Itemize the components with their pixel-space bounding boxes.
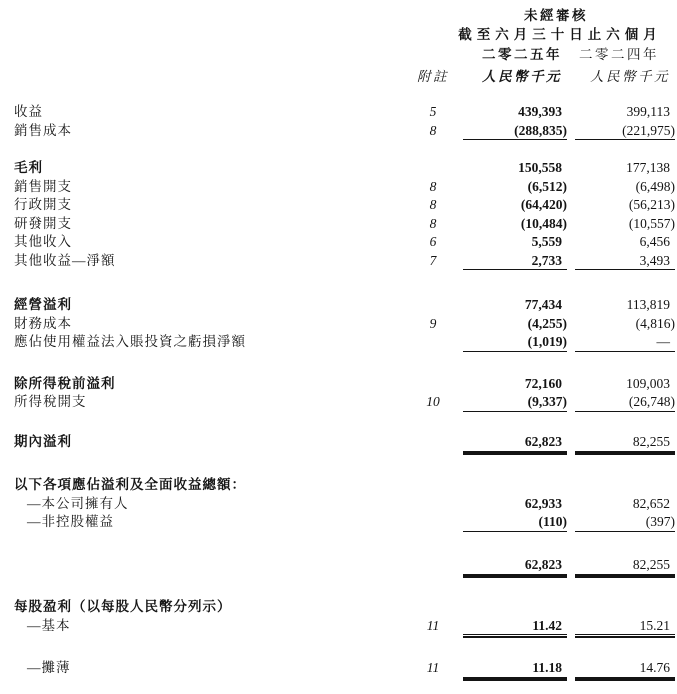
row-label: 收益 [14,104,43,119]
row-note [403,495,463,514]
row-label: 銷售成本 [14,122,72,138]
row-value-2025: 62,823 [463,433,567,452]
table-row-attributable-total [0,556,677,575]
row-note: 8 [429,122,437,138]
row-label: 每股盈利（以每股人民幣分列示） [14,599,232,614]
spacer [0,635,677,659]
table-row-other-gains-net [0,252,677,271]
row-value-2024: 3,493 [575,252,675,271]
row-value-2024: — [575,333,675,352]
row-value-2025: 11.18 [463,659,567,678]
row-label: 除所得稅前溢利 [14,375,116,391]
header-row-period [0,25,677,44]
row-label: 研發開支 [14,215,72,231]
row-value-2024: 6,456 [639,234,670,249]
row-label: 應佔使用權益法入賬投資之虧損淨額 [14,334,246,349]
spacer [0,452,677,477]
row-note: 10 [426,394,440,409]
year-2025-label: 二零二五年 [482,47,562,62]
row-value-2025: (6,512) [527,178,567,194]
row-value-2024: 14.76 [575,659,675,678]
row-value-2024: 109,003 [626,375,670,391]
row-value-2025: 77,434 [524,297,562,312]
row-value-2025: (288,835) [463,122,567,141]
row-value-2024: 82,652 [632,495,670,511]
row-value-2024: (56,213) [628,197,675,212]
row-note [403,598,463,617]
row-note [403,333,463,352]
header-spacer [0,44,403,66]
row-label: 期內溢利 [14,434,72,449]
spacer [0,352,677,375]
spacer [0,532,677,557]
header-row-unaudited [0,6,677,25]
row-note: 5 [429,104,437,119]
row-label: —本公司擁有人 [27,495,129,511]
table-row-admin-expenses [0,196,677,215]
table-row-profit-for-period [0,433,677,452]
row-label: 以下各項應佔溢利及全面收益總額： [14,477,246,492]
row-label: 其他收益—淨額 [14,252,116,268]
row-value-2024: (10,557) [628,215,675,231]
spacer [0,88,677,103]
table-row-attributable-heading [0,476,677,495]
row-note: 11 [426,617,440,633]
table-row-gross-profit [0,159,677,178]
table-row-eps-diluted [0,659,677,678]
unaudited-label: 未經審核 [524,8,588,23]
row-value-2024: (397) [575,513,675,532]
row-note [403,513,463,532]
row-value-2025: 5,559 [531,234,562,249]
row-value-2024: 82,255 [575,556,675,575]
row-value-2024: 177,138 [626,160,670,175]
row-value-2025: 11.42 [463,617,567,636]
row-note: 8 [429,178,437,194]
row-note: 6 [429,234,437,249]
row-note [403,159,463,178]
period-label: 截至六月三十日止六個月 [458,27,662,42]
row-note: 8 [429,215,437,231]
row-value-2025: 62,823 [463,556,567,575]
row-value-2024 [575,598,675,617]
header-spacer [0,66,403,88]
row-value-2025: 2,733 [463,252,567,271]
table-row-share-of-loss-equity-investments [0,333,677,352]
row-label: —非控股權益 [27,514,114,529]
row-value-2024: 113,819 [626,297,670,312]
table-row-finance-costs [0,315,677,334]
row-label: 毛利 [14,160,43,175]
table-row-selling-expenses [0,178,677,197]
row-note: 7 [429,252,437,268]
row-label: —基本 [27,617,71,633]
row-value-2025: 439,393 [518,104,562,119]
row-value-2025 [463,476,567,495]
row-label: —攤薄 [27,660,71,675]
row-value-2024: 399,113 [626,104,670,119]
table-row-eps-basic [0,617,677,636]
header-row-years [0,44,677,66]
row-value-2024: (26,748) [575,393,675,412]
table-row-income-tax-expense [0,393,677,412]
table-row-profit-before-tax [0,375,677,394]
table-row-other-income [0,233,677,252]
note-column-header: 附註 [417,69,449,84]
header-row-units [0,66,677,88]
table-row-revenue [0,103,677,122]
row-value-2024: (6,498) [635,178,675,194]
table-row-non-controlling-interests [0,513,677,532]
row-value-2024: 15.21 [575,617,675,636]
spacer [0,575,677,599]
row-value-2025: 72,160 [524,375,562,391]
year-2024-label: 二零二四年 [579,47,659,62]
table-row-owners-of-company [0,495,677,514]
row-note [403,433,463,452]
row-label: 經營溢利 [14,297,72,312]
spacer [0,412,677,434]
note-column-spacer [403,44,463,66]
header-spacer [0,25,401,44]
row-label: 財務成本 [14,315,72,331]
row-value-2025: 150,558 [518,160,562,175]
spacer [0,270,677,296]
row-note: 11 [426,660,440,675]
row-value-2025: (1,019) [463,333,567,352]
row-note [403,556,463,575]
row-value-2025 [463,598,567,617]
row-note: 8 [429,197,437,212]
table-row-operating-profit [0,296,677,315]
row-note [403,296,463,315]
row-label [0,556,403,575]
unit-2024-label: 人民幣千元 [590,69,670,84]
row-value-2024: (221,975) [575,122,675,141]
table-row-eps-heading [0,598,677,617]
row-label: 行政開支 [14,197,72,212]
row-note [403,476,463,495]
header-spacer [0,6,401,25]
row-label: 所得稅開支 [14,394,87,409]
row-value-2025: (64,420) [520,197,567,212]
row-note: 9 [429,315,437,331]
row-value-2025: (10,484) [520,215,567,231]
row-value-2025: 62,933 [524,495,562,511]
row-value-2024: (4,816) [635,315,675,331]
row-value-2025: (4,255) [527,315,567,331]
row-value-2025: (9,337) [463,393,567,412]
table-row-cost-of-sales [0,122,677,141]
row-label: 銷售開支 [14,178,72,194]
row-note [403,375,463,394]
unit-2025-label: 人民幣千元 [482,69,562,84]
row-value-2025: (110) [463,513,567,532]
row-value-2024: 82,255 [575,433,675,452]
row-label: 其他收入 [14,234,72,249]
spacer [0,140,677,159]
table-row-rd-expenses [0,215,677,234]
row-value-2024 [575,476,675,495]
